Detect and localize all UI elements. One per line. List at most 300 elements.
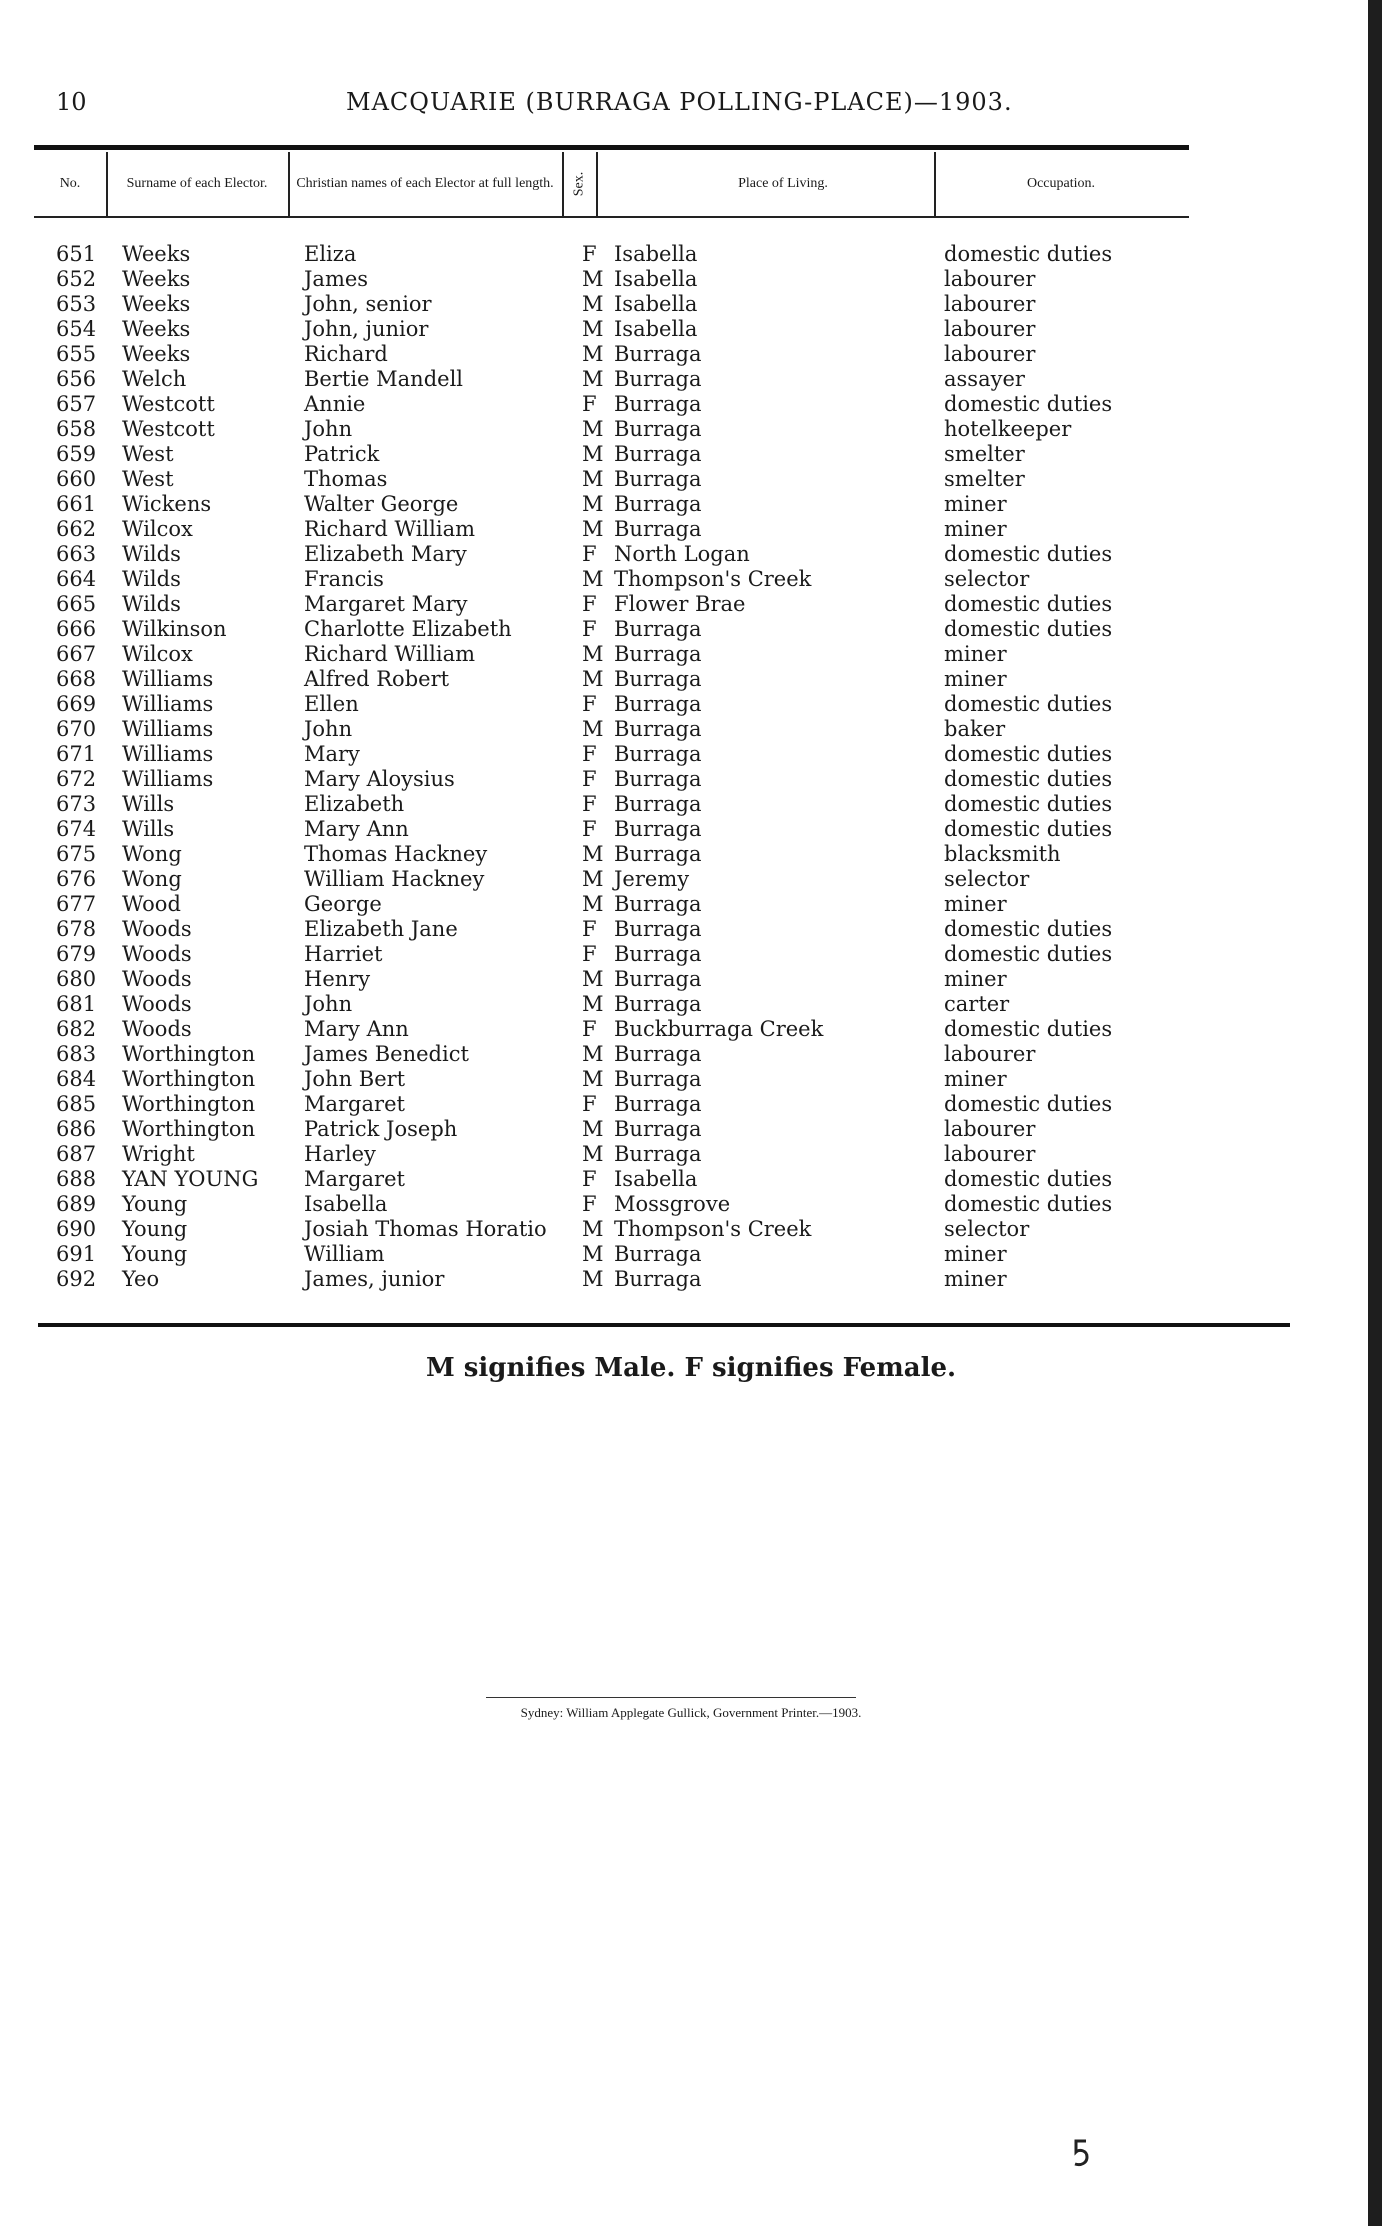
table-row xyxy=(56,1142,1186,1167)
table-row xyxy=(56,392,1186,417)
elector-sex: F xyxy=(582,1192,597,1216)
elector-surname: Wilds xyxy=(122,542,181,566)
elector-christian-names: John xyxy=(304,992,353,1016)
elector-occupation: selector xyxy=(944,567,1030,591)
table-row xyxy=(56,1092,1186,1117)
elector-number: 692 xyxy=(56,1267,97,1291)
elector-place: Burraga xyxy=(614,1267,702,1291)
elector-place: Burraga xyxy=(614,1092,702,1116)
elector-surname: Wilcox xyxy=(122,642,193,666)
elector-sex: M xyxy=(582,517,604,541)
elector-surname: Weeks xyxy=(122,342,191,366)
elector-place: Isabella xyxy=(614,1167,698,1191)
table-row xyxy=(56,667,1186,692)
elector-number: 653 xyxy=(56,292,97,316)
elector-place: Burraga xyxy=(614,892,702,916)
elector-sex: M xyxy=(582,292,604,316)
elector-christian-names: George xyxy=(304,892,382,916)
elector-place: Burraga xyxy=(614,467,702,491)
page-number: 10 xyxy=(56,88,87,116)
page-stamp-mark xyxy=(1070,2138,1092,2168)
elector-place: Burraga xyxy=(614,367,702,391)
elector-surname: Worthington xyxy=(122,1067,256,1091)
elector-christian-names: Elizabeth xyxy=(304,792,405,816)
elector-occupation: domestic duties xyxy=(944,392,1113,416)
elector-sex: M xyxy=(582,492,604,516)
col-header-christian: Christian names of each Elector at full length. xyxy=(296,176,554,191)
elector-occupation: labourer xyxy=(944,1042,1036,1066)
elector-place: Thompson's Creek xyxy=(614,567,812,591)
elector-number: 679 xyxy=(56,942,97,966)
elector-number: 684 xyxy=(56,1067,97,1091)
elector-number: 686 xyxy=(56,1117,97,1141)
elector-list xyxy=(56,242,1186,1292)
elector-sex: M xyxy=(582,892,604,916)
elector-surname: Williams xyxy=(122,742,214,766)
elector-christian-names: Patrick xyxy=(304,442,380,466)
elector-place: Burraga xyxy=(614,967,702,991)
elector-occupation: miner xyxy=(944,1242,1007,1266)
elector-place: Buckburraga Creek xyxy=(614,1017,824,1041)
elector-christian-names: Ellen xyxy=(304,692,359,716)
elector-place: Burraga xyxy=(614,392,702,416)
header-rule xyxy=(34,216,1189,218)
elector-sex: F xyxy=(582,617,597,641)
elector-christian-names: Eliza xyxy=(304,242,357,266)
elector-surname: Wills xyxy=(122,792,175,816)
elector-sex: M xyxy=(582,1042,604,1066)
elector-sex: M xyxy=(582,1117,604,1141)
elector-number: 677 xyxy=(56,892,97,916)
elector-christian-names: Harley xyxy=(304,1142,376,1166)
elector-christian-names: James Benedict xyxy=(304,1042,469,1066)
elector-surname: Wright xyxy=(122,1142,195,1166)
table-row xyxy=(56,817,1186,842)
elector-surname: Weeks xyxy=(122,242,191,266)
elector-number: 662 xyxy=(56,517,97,541)
table-row xyxy=(56,967,1186,992)
col-header-occupation: Occupation. xyxy=(1026,176,1096,191)
col-header-surname: Surname of each Elector. xyxy=(126,176,268,191)
elector-place: North Logan xyxy=(614,542,750,566)
elector-place: Burraga xyxy=(614,942,702,966)
table-row xyxy=(56,892,1186,917)
table-row xyxy=(56,867,1186,892)
elector-surname: Williams xyxy=(122,717,214,741)
elector-sex: F xyxy=(582,767,597,791)
elector-christian-names: Margaret xyxy=(304,1092,405,1116)
elector-sex: M xyxy=(582,442,604,466)
elector-sex: M xyxy=(582,342,604,366)
elector-christian-names: Elizabeth Jane xyxy=(304,917,458,941)
elector-sex: M xyxy=(582,467,604,491)
elector-number: 669 xyxy=(56,692,97,716)
elector-occupation: miner xyxy=(944,1267,1007,1291)
elector-christian-names: Isabella xyxy=(304,1192,388,1216)
elector-sex: F xyxy=(582,1167,597,1191)
elector-occupation: selector xyxy=(944,1217,1030,1241)
table-row xyxy=(56,1017,1186,1042)
table-row xyxy=(56,767,1186,792)
elector-sex: M xyxy=(582,267,604,291)
elector-place: Burraga xyxy=(614,617,702,641)
elector-sex: M xyxy=(582,1242,604,1266)
elector-number: 655 xyxy=(56,342,97,366)
elector-surname: Woods xyxy=(122,992,192,1016)
elector-occupation: labourer xyxy=(944,267,1036,291)
elector-sex: F xyxy=(582,942,597,966)
elector-christian-names: Mary Aloysius xyxy=(304,767,455,791)
elector-sex: F xyxy=(582,692,597,716)
elector-surname: Worthington xyxy=(122,1117,256,1141)
elector-number: 660 xyxy=(56,467,97,491)
elector-christian-names: William Hackney xyxy=(304,867,485,891)
elector-place: Burraga xyxy=(614,1117,702,1141)
elector-sex: F xyxy=(582,1092,597,1116)
elector-number: 676 xyxy=(56,867,97,891)
elector-surname: Williams xyxy=(122,667,214,691)
elector-number: 657 xyxy=(56,392,97,416)
elector-number: 663 xyxy=(56,542,97,566)
elector-place: Burraga xyxy=(614,442,702,466)
elector-occupation: domestic duties xyxy=(944,792,1113,816)
elector-christian-names: Alfred Robert xyxy=(304,667,450,691)
elector-occupation: domestic duties xyxy=(944,942,1113,966)
elector-christian-names: Mary Ann xyxy=(304,817,409,841)
elector-number: 664 xyxy=(56,567,97,591)
table-row xyxy=(56,1167,1186,1192)
table-row xyxy=(56,992,1186,1017)
elector-surname: Williams xyxy=(122,692,214,716)
elector-christian-names: Mary xyxy=(304,742,360,766)
elector-surname: Wills xyxy=(122,817,175,841)
elector-occupation: domestic duties xyxy=(944,592,1113,616)
table-row xyxy=(56,442,1186,467)
elector-place: Burraga xyxy=(614,1242,702,1266)
elector-place: Burraga xyxy=(614,842,702,866)
elector-occupation: blacksmith xyxy=(944,842,1061,866)
elector-place: Burraga xyxy=(614,1067,702,1091)
elector-surname: Wong xyxy=(122,867,182,891)
elector-surname: Weeks xyxy=(122,267,191,291)
elector-number: 691 xyxy=(56,1242,97,1266)
elector-place: Isabella xyxy=(614,267,698,291)
elector-number: 690 xyxy=(56,1217,97,1241)
elector-surname: Young xyxy=(122,1217,188,1241)
elector-place: Burraga xyxy=(614,742,702,766)
elector-number: 685 xyxy=(56,1092,97,1116)
elector-occupation: domestic duties xyxy=(944,242,1113,266)
elector-surname: Worthington xyxy=(122,1092,256,1116)
elector-christian-names: Bertie Mandell xyxy=(304,367,464,391)
elector-number: 667 xyxy=(56,642,97,666)
elector-occupation: domestic duties xyxy=(944,1192,1113,1216)
elector-occupation: smelter xyxy=(944,467,1025,491)
elector-number: 672 xyxy=(56,767,97,791)
elector-place: Burraga xyxy=(614,417,702,441)
elector-surname: Wong xyxy=(122,842,182,866)
elector-occupation: domestic duties xyxy=(944,1092,1113,1116)
elector-sex: M xyxy=(582,1267,604,1291)
elector-occupation: labourer xyxy=(944,292,1036,316)
elector-christian-names: Margaret xyxy=(304,1167,405,1191)
elector-place: Burraga xyxy=(614,1142,702,1166)
elector-occupation: domestic duties xyxy=(944,692,1113,716)
elector-sex: M xyxy=(582,1217,604,1241)
table-row xyxy=(56,792,1186,817)
elector-surname: Woods xyxy=(122,967,192,991)
elector-place: Burraga xyxy=(614,917,702,941)
elector-number: 652 xyxy=(56,267,97,291)
table-row xyxy=(56,1267,1186,1292)
elector-number: 681 xyxy=(56,992,97,1016)
elector-occupation: miner xyxy=(944,892,1007,916)
elector-christian-names: Henry xyxy=(304,967,371,991)
elector-christian-names: James xyxy=(304,267,369,291)
table-row xyxy=(56,567,1186,592)
elector-sex: F xyxy=(582,742,597,766)
elector-christian-names: Mary Ann xyxy=(304,1017,409,1041)
elector-christian-names: Walter George xyxy=(304,492,459,516)
table-row xyxy=(56,1192,1186,1217)
elector-occupation: miner xyxy=(944,967,1007,991)
elector-number: 673 xyxy=(56,792,97,816)
table-row xyxy=(56,842,1186,867)
table-row xyxy=(56,492,1186,517)
elector-surname: West xyxy=(122,467,174,491)
elector-surname: Wickens xyxy=(122,492,212,516)
elector-surname: Woods xyxy=(122,942,192,966)
elector-place: Burraga xyxy=(614,817,702,841)
elector-occupation: labourer xyxy=(944,1142,1036,1166)
page-header xyxy=(56,88,1186,122)
elector-sex: M xyxy=(582,1067,604,1091)
elector-surname: Young xyxy=(122,1242,188,1266)
elector-number: 678 xyxy=(56,917,97,941)
elector-christian-names: Patrick Joseph xyxy=(304,1117,458,1141)
elector-occupation: domestic duties xyxy=(944,767,1113,791)
elector-surname: Wilcox xyxy=(122,517,193,541)
table-row xyxy=(56,317,1186,342)
elector-surname: Woods xyxy=(122,1017,192,1041)
col-header-place: Place of Living. xyxy=(738,176,828,191)
elector-place: Isabella xyxy=(614,242,698,266)
elector-place: Burraga xyxy=(614,692,702,716)
elector-place: Flower Brae xyxy=(614,592,746,616)
elector-number: 670 xyxy=(56,717,97,741)
elector-surname: West xyxy=(122,442,174,466)
elector-christian-names: Harriet xyxy=(304,942,383,966)
elector-occupation: domestic duties xyxy=(944,1167,1113,1191)
elector-sex: F xyxy=(582,917,597,941)
elector-occupation: miner xyxy=(944,667,1007,691)
elector-sex: F xyxy=(582,242,597,266)
elector-sex: F xyxy=(582,592,597,616)
elector-christian-names: Annie xyxy=(304,392,366,416)
elector-sex: M xyxy=(582,667,604,691)
elector-place: Burraga xyxy=(614,642,702,666)
elector-christian-names: Charlotte Elizabeth xyxy=(304,617,512,641)
elector-number: 665 xyxy=(56,592,97,616)
elector-number: 689 xyxy=(56,1192,97,1216)
elector-place: Burraga xyxy=(614,517,702,541)
elector-surname: Yeo xyxy=(122,1267,160,1291)
elector-occupation: baker xyxy=(944,717,1006,741)
elector-sex: M xyxy=(582,717,604,741)
elector-place: Burraga xyxy=(614,342,702,366)
table-row xyxy=(56,242,1186,267)
elector-occupation: domestic duties xyxy=(944,617,1113,641)
elector-surname: Worthington xyxy=(122,1042,256,1066)
table-row xyxy=(56,642,1186,667)
column-header xyxy=(34,152,1189,218)
elector-sex: M xyxy=(582,317,604,341)
elector-occupation: miner xyxy=(944,642,1007,666)
elector-place: Burraga xyxy=(614,717,702,741)
elector-christian-names: John xyxy=(304,417,353,441)
elector-sex: F xyxy=(582,392,597,416)
elector-christian-names: Richard xyxy=(304,342,388,366)
elector-number: 688 xyxy=(56,1167,97,1191)
col-header-sex: Sex. xyxy=(571,171,586,197)
elector-christian-names: Margaret Mary xyxy=(304,592,468,616)
elector-number: 666 xyxy=(56,617,97,641)
elector-surname: Woods xyxy=(122,917,192,941)
table-row xyxy=(56,1042,1186,1067)
elector-sex: M xyxy=(582,1142,604,1166)
elector-surname: Westcott xyxy=(122,417,215,441)
elector-christian-names: Elizabeth Mary xyxy=(304,542,467,566)
elector-place: Isabella xyxy=(614,317,698,341)
elector-sex: M xyxy=(582,842,604,866)
elector-occupation: labourer xyxy=(944,1117,1036,1141)
elector-place: Burraga xyxy=(614,792,702,816)
elector-occupation: domestic duties xyxy=(944,542,1113,566)
elector-occupation: assayer xyxy=(944,367,1025,391)
table-row xyxy=(56,342,1186,367)
elector-occupation: miner xyxy=(944,492,1007,516)
elector-christian-names: Richard William xyxy=(304,642,476,666)
bottom-rule xyxy=(38,1323,1290,1327)
elector-surname: Williams xyxy=(122,767,214,791)
table-row xyxy=(56,617,1186,642)
elector-sex: M xyxy=(582,967,604,991)
table-row xyxy=(56,267,1186,292)
elector-number: 651 xyxy=(56,242,97,266)
elector-occupation: smelter xyxy=(944,442,1025,466)
col-header-sex-wrap xyxy=(564,152,594,216)
elector-christian-names: Francis xyxy=(304,567,384,591)
printer-imprint: Sydney: William Applegate Gullick, Government Printer.—1903. xyxy=(520,1705,862,1720)
elector-christian-names: Richard William xyxy=(304,517,476,541)
table-row xyxy=(56,1242,1186,1267)
imprint-rule xyxy=(486,1697,856,1698)
elector-number: 658 xyxy=(56,417,97,441)
elector-number: 661 xyxy=(56,492,97,516)
elector-occupation: carter xyxy=(944,992,1010,1016)
table-row xyxy=(56,742,1186,767)
top-rule xyxy=(34,145,1189,150)
elector-number: 687 xyxy=(56,1142,97,1166)
elector-sex: F xyxy=(582,1017,597,1041)
elector-occupation: domestic duties xyxy=(944,817,1113,841)
table-row xyxy=(56,1117,1186,1142)
table-row xyxy=(56,467,1186,492)
elector-number: 671 xyxy=(56,742,97,766)
elector-occupation: selector xyxy=(944,867,1030,891)
elector-sex: F xyxy=(582,542,597,566)
elector-christian-names: William xyxy=(304,1242,385,1266)
elector-occupation: labourer xyxy=(944,342,1036,366)
table-row xyxy=(56,692,1186,717)
elector-number: 674 xyxy=(56,817,97,841)
elector-place: Burraga xyxy=(614,767,702,791)
sex-legend: M signifies Male. F signifies Female. xyxy=(425,1353,957,1383)
elector-christian-names: James, junior xyxy=(304,1267,445,1291)
elector-place: Mossgrove xyxy=(614,1192,731,1216)
table-row xyxy=(56,1217,1186,1242)
elector-occupation: domestic duties xyxy=(944,1017,1113,1041)
elector-place: Jeremy xyxy=(614,867,690,891)
table-row xyxy=(56,717,1186,742)
elector-occupation: labourer xyxy=(944,317,1036,341)
elector-christian-names: John, junior xyxy=(304,317,429,341)
elector-christian-names: Josiah Thomas Horatio xyxy=(304,1217,547,1241)
elector-occupation: domestic duties xyxy=(944,742,1113,766)
table-row xyxy=(56,367,1186,392)
elector-surname: Weeks xyxy=(122,317,191,341)
elector-surname: Wilds xyxy=(122,592,181,616)
elector-place: Burraga xyxy=(614,992,702,1016)
elector-sex: F xyxy=(582,817,597,841)
elector-surname: Weeks xyxy=(122,292,191,316)
elector-sex: F xyxy=(582,792,597,816)
table-row xyxy=(56,417,1186,442)
elector-sex: M xyxy=(582,992,604,1016)
elector-place: Thompson's Creek xyxy=(614,1217,812,1241)
elector-occupation: domestic duties xyxy=(944,917,1113,941)
elector-occupation: miner xyxy=(944,1067,1007,1091)
elector-occupation: hotelkeeper xyxy=(944,417,1072,441)
table-row xyxy=(56,917,1186,942)
elector-number: 659 xyxy=(56,442,97,466)
col-header-no: No. xyxy=(59,176,81,191)
table-row xyxy=(56,1067,1186,1092)
elector-christian-names: Thomas xyxy=(304,467,388,491)
elector-number: 654 xyxy=(56,317,97,341)
elector-christian-names: John xyxy=(304,717,353,741)
elector-number: 680 xyxy=(56,967,97,991)
elector-number: 675 xyxy=(56,842,97,866)
table-row xyxy=(56,942,1186,967)
page-edge-bar xyxy=(1368,0,1382,2226)
elector-number: 682 xyxy=(56,1017,97,1041)
elector-sex: M xyxy=(582,642,604,666)
elector-surname: Westcott xyxy=(122,392,215,416)
elector-number: 683 xyxy=(56,1042,97,1066)
elector-surname: Young xyxy=(122,1192,188,1216)
elector-sex: M xyxy=(582,367,604,391)
elector-sex: M xyxy=(582,867,604,891)
elector-place: Burraga xyxy=(614,492,702,516)
elector-surname: Wilkinson xyxy=(122,617,227,641)
elector-surname: Welch xyxy=(122,367,187,391)
elector-sex: M xyxy=(582,417,604,441)
elector-christian-names: John Bert xyxy=(304,1067,406,1091)
elector-sex: M xyxy=(582,567,604,591)
elector-christian-names: Thomas Hackney xyxy=(304,842,488,866)
elector-place: Burraga xyxy=(614,1042,702,1066)
